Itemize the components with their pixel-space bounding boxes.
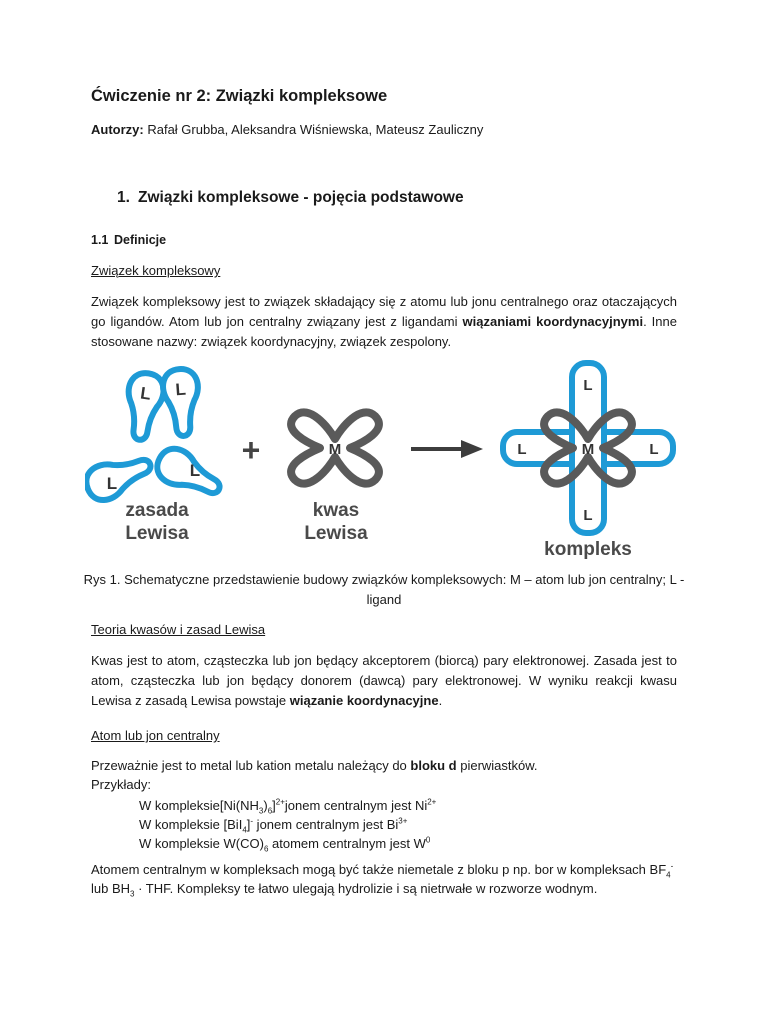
p4-text-l2b: · THF. Kompleksy te łatwo ulegają hydrolizie i są nietrwałe w rozworze wodnym. <box>134 881 598 896</box>
paragraph-complex-definition <box>91 292 677 352</box>
authors-line <box>91 122 483 137</box>
ex2-sub1: 4 <box>242 825 247 835</box>
figure-caption: Rys 1. Schematyczne przedstawienie budowy związków kompleksowych: M – atom lub jon centralny; L - ligand <box>83 572 685 607</box>
lewis-acid-label-line1: kwas <box>312 500 360 521</box>
paragraph-central-atom <box>91 756 538 776</box>
metal-acceptor-shape <box>291 412 379 483</box>
examples-label: Przykłady: <box>91 777 151 792</box>
ex2-sup1: - <box>250 816 254 826</box>
ex2-text-c: jonem centralnym jest Bi <box>253 817 399 832</box>
p2-text-c: . <box>438 693 443 708</box>
ex3-text-c: atomem centralnym jest W <box>268 836 426 851</box>
subsection-title: Definicje <box>114 233 167 247</box>
ligand-letter: L <box>189 461 201 480</box>
ligand-letter: L <box>174 379 187 400</box>
paragraph-nonmetal-line-2 <box>91 879 597 899</box>
example-line-3 <box>139 834 430 854</box>
p2-bold: wiązanie koordynacyjne <box>289 693 439 708</box>
ligand-letter: L <box>583 377 593 394</box>
subsection-number: 1.1 <box>91 233 109 247</box>
authors-names: Rafał Grubba, Aleksandra Wiśniewska, Mateusz Zauliczny <box>147 122 484 137</box>
ligand-shape <box>162 368 201 437</box>
term-complex-compound: Związek kompleksowy <box>91 263 221 278</box>
section-title: Związki kompleksowe - pojęcia podstawowe <box>138 189 464 206</box>
ligand-letter: L <box>106 474 118 493</box>
term-central-atom: Atom lub jon centralny <box>91 728 220 743</box>
section-number: 1. <box>117 189 130 206</box>
ligand-letter: L <box>517 441 527 458</box>
paragraph-nonmetal-line-1 <box>91 860 673 880</box>
ligand-letter: L <box>583 507 593 524</box>
paragraph-lewis-theory <box>91 651 677 711</box>
term-lewis-theory: Teoria kwasów i zasad Lewisa <box>91 622 266 637</box>
ligand-letter: L <box>139 383 153 404</box>
ligand-shape <box>122 371 166 442</box>
section-heading <box>117 189 464 207</box>
ex1-text-a: W kompleksie[Ni(NH <box>139 798 259 813</box>
p3-text-c: pierwiastków. <box>456 758 538 773</box>
complex-formation-diagram <box>85 358 685 563</box>
p3-bold: bloku d <box>410 758 457 773</box>
p1-text-c: . Inne stosowane nazwy: związek koordynacyjny, związek zespolony. <box>91 314 677 349</box>
ex1-text-b: ) <box>263 798 268 813</box>
metal-letter: M <box>328 441 342 458</box>
p1-bold: wiązaniami koordynacyjnymi <box>462 314 644 329</box>
plus-sign: + <box>241 432 261 468</box>
example-line-1 <box>139 796 436 816</box>
authors-label: Autorzy: <box>91 122 144 137</box>
complex-shape <box>503 363 673 533</box>
ex3-text-a: W kompleksie W(CO) <box>139 836 264 851</box>
lewis-acid-label-line2: Lewisa <box>304 523 368 544</box>
p4-text-l1a: Atomem centralnym w kompleksach mogą być także niemetale z bloku p np. bor w kompleksach BF <box>91 862 667 877</box>
ex1-text-b2: ] <box>272 798 276 813</box>
subsection-heading <box>91 233 166 247</box>
ex2-text-a: W kompleksie [BiI <box>139 817 243 832</box>
metal-letter: M <box>581 441 595 458</box>
ex2-sup2: 3+ <box>398 816 408 826</box>
reaction-arrow <box>411 440 483 458</box>
ex1-sup1: 2+ <box>275 797 285 807</box>
example-line-2 <box>139 815 407 835</box>
ex2-text-b: ] <box>246 817 251 832</box>
ex1-sub1: 3 <box>258 806 264 816</box>
p4-text-l2a: lub BH <box>91 881 131 896</box>
p4-sub-l2: 3 <box>130 889 135 899</box>
ex3-sub1: 6 <box>263 844 269 854</box>
ex1-sup2: 2+ <box>427 797 437 807</box>
p1-text-a: Związek kompleksowy jest to związek składający się z atomu lub jonu centralnego oraz otaczających go ligandów. Atom lub jon centralny związany jest z ligandami <box>91 294 677 329</box>
p4-sup-l1: - <box>670 861 674 871</box>
ex1-sub2: 6 <box>267 806 273 816</box>
p4-sub-l1: 4 <box>666 870 671 880</box>
lewis-base-label-line1: zasada <box>125 500 189 521</box>
lewis-base-label-line2: Lewisa <box>125 523 189 544</box>
document-title: Ćwiczenie nr 2: Związki kompleksowe <box>91 87 388 105</box>
ligand-shape <box>85 448 157 505</box>
p3-text-a: Przeważnie jest to metal lub kation metalu należący do <box>91 758 411 773</box>
ex1-text-c: jonem centralnym jest Ni <box>284 798 428 813</box>
complex-label: kompleks <box>544 539 632 560</box>
lewis-base-ligands <box>85 368 227 505</box>
p2-text-a: Kwas jest to atom, cząsteczka lub jon będący akceptorem (biorcą) pary elektronowej. Zasada jest to atom, cząsteczka lub jon będący donorem (dawcą) pary elektronowej. W wyniku reakcji kwasu Lewisa z zasadą Lewisa powstaje <box>91 653 677 708</box>
ligand-letter: L <box>649 441 659 458</box>
ex3-sup2: 0 <box>425 835 431 845</box>
